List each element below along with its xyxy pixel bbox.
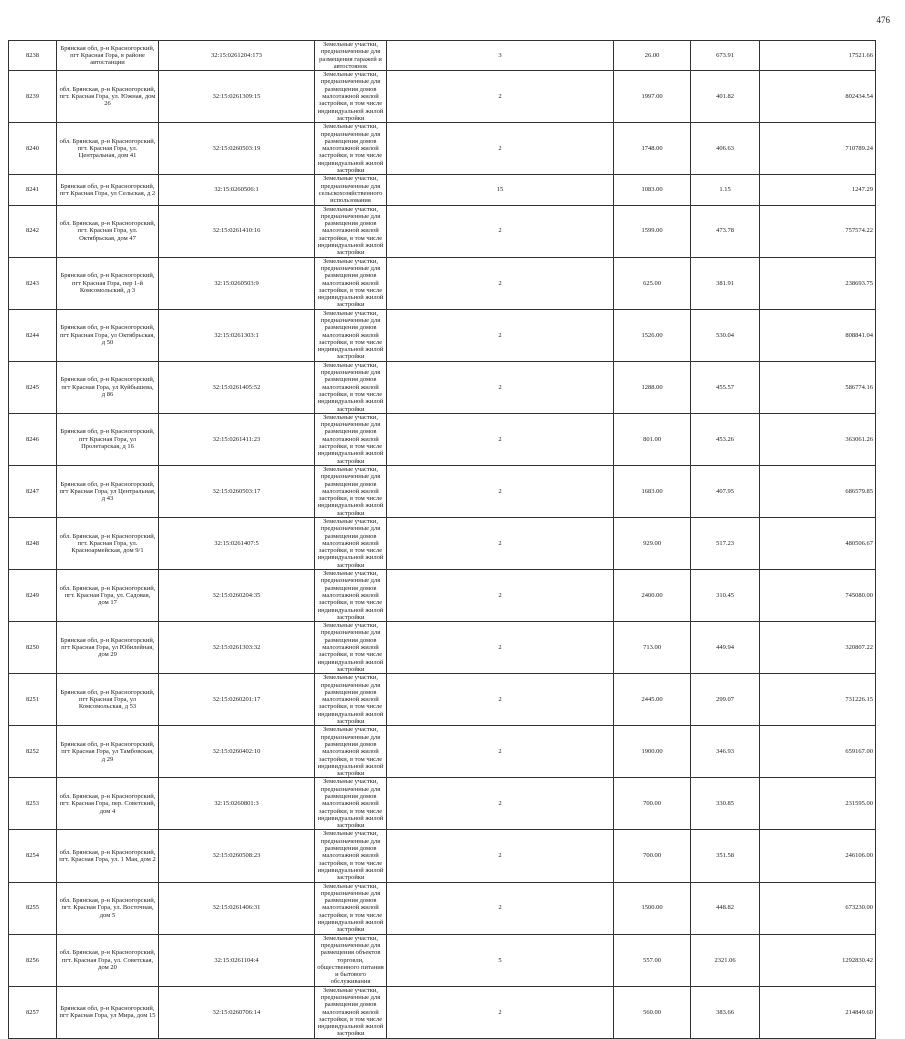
cadastral-number-cell: 32:15:0261407:5 bbox=[159, 518, 315, 570]
address-cell: обл. Брянская, р-н Красногорский, пгт. Красная Гора, ул. Советская, дом 20 bbox=[57, 934, 159, 986]
land-use-cell: Земельные участки, предназначенные для размещения домов малоэтажной жилой застройки, в том числе индивидуальной жилой застройки bbox=[315, 830, 387, 882]
cadastral-number-cell: 32:15:0261104:4 bbox=[159, 934, 315, 986]
specific-value-cell: 453.26 bbox=[691, 413, 760, 465]
specific-value-cell: 517.23 bbox=[691, 518, 760, 570]
cadastral-number-cell: 32:15:0260503:9 bbox=[159, 257, 315, 309]
table-row bbox=[9, 726, 876, 778]
table-row bbox=[9, 934, 876, 986]
table-row bbox=[9, 882, 876, 934]
group-number-cell: 2 bbox=[387, 830, 614, 882]
table-row bbox=[9, 71, 876, 123]
land-use-cell: Земельные участки, предназначенные для размещения домов малоэтажной жилой застройки, в том числе индивидуальной жилой застройки bbox=[315, 71, 387, 123]
address-cell: обл. Брянская, р-н Красногорский, пгт. Красная Гора, ул. Садовая, дом 17 bbox=[57, 570, 159, 622]
specific-value-cell: 449.94 bbox=[691, 622, 760, 674]
area-cell: 1288.00 bbox=[614, 361, 691, 413]
area-cell: 801.00 bbox=[614, 413, 691, 465]
group-number-cell: 2 bbox=[387, 622, 614, 674]
row-number-cell: 8240 bbox=[9, 123, 57, 175]
cadastral-value-cell: 246106.00 bbox=[760, 830, 876, 882]
row-number-cell: 8246 bbox=[9, 413, 57, 465]
cadastral-value-cell: 686579.85 bbox=[760, 465, 876, 517]
address-cell: обл. Брянская, р-н Красногорский, пгт. Красная Гора, ул. Красноармейская, дом 9/1 bbox=[57, 518, 159, 570]
land-use-cell: Земельные участки, предназначенные для размещения домов малоэтажной жилой застройки, в том числе индивидуальной жилой застройки bbox=[315, 622, 387, 674]
cadastral-value-cell: 586774.16 bbox=[760, 361, 876, 413]
cadastral-value-cell: 231595.00 bbox=[760, 778, 876, 830]
cadastral-value-cell: 1292830.42 bbox=[760, 934, 876, 986]
cadastral-value-cell: 1247.29 bbox=[760, 175, 876, 205]
area-cell: 700.00 bbox=[614, 778, 691, 830]
table-row bbox=[9, 778, 876, 830]
row-number-cell: 8244 bbox=[9, 309, 57, 361]
specific-value-cell: 673.91 bbox=[691, 41, 760, 71]
cadastral-value-cell: 757574.22 bbox=[760, 205, 876, 257]
group-number-cell: 5 bbox=[387, 934, 614, 986]
group-number-cell: 2 bbox=[387, 726, 614, 778]
cadastral-number-cell: 32:15:0261204:173 bbox=[159, 41, 315, 71]
table-row bbox=[9, 123, 876, 175]
land-use-cell: Земельные участки, предназначенные для размещения домов малоэтажной жилой застройки, в том числе индивидуальной жилой застройки bbox=[315, 882, 387, 934]
group-number-cell: 2 bbox=[387, 413, 614, 465]
table-row bbox=[9, 830, 876, 882]
cadastral-value-table bbox=[8, 40, 876, 1039]
table-row bbox=[9, 175, 876, 205]
area-cell: 1683.00 bbox=[614, 465, 691, 517]
table-row bbox=[9, 465, 876, 517]
address-cell: Брянская обл, р-н Красногорский, пгт Красная Гора, в районе автостанции bbox=[57, 41, 159, 71]
area-cell: 713.00 bbox=[614, 622, 691, 674]
area-cell: 560.00 bbox=[614, 986, 691, 1038]
group-number-cell: 2 bbox=[387, 570, 614, 622]
land-use-cell: Земельные участки, предназначенные для размещения домов малоэтажной жилой застройки, в том числе индивидуальной жилой застройки bbox=[315, 309, 387, 361]
area-cell: 1500.00 bbox=[614, 882, 691, 934]
group-number-cell: 2 bbox=[387, 465, 614, 517]
area-cell: 2400.00 bbox=[614, 570, 691, 622]
address-cell: Брянская обл, р-н Красногорский, пгт Красная Гора, ул Октябрьская, д 50 bbox=[57, 309, 159, 361]
group-number-cell: 15 bbox=[387, 175, 614, 205]
area-cell: 557.00 bbox=[614, 934, 691, 986]
cadastral-value-cell: 808841.04 bbox=[760, 309, 876, 361]
specific-value-cell: 383.66 bbox=[691, 986, 760, 1038]
cadastral-number-cell: 32:15:0261406:31 bbox=[159, 882, 315, 934]
table-row bbox=[9, 205, 876, 257]
land-use-cell: Земельные участки, предназначенные для размещения домов малоэтажной жилой застройки, в том числе индивидуальной жилой застройки bbox=[315, 518, 387, 570]
cadastral-number-cell: 32:15:0260402:10 bbox=[159, 726, 315, 778]
page-number: 476 bbox=[876, 15, 890, 25]
cadastral-number-cell: 32:15:0260801:3 bbox=[159, 778, 315, 830]
specific-value-cell: 473.78 bbox=[691, 205, 760, 257]
group-number-cell: 2 bbox=[387, 986, 614, 1038]
land-use-cell: Земельные участки, предназначенные для сельскохозяйственного использования bbox=[315, 175, 387, 205]
cadastral-number-cell: 32:15:0260503:19 bbox=[159, 123, 315, 175]
cadastral-number-cell: 32:15:0260506:1 bbox=[159, 175, 315, 205]
specific-value-cell: 351.58 bbox=[691, 830, 760, 882]
area-cell: 625.00 bbox=[614, 257, 691, 309]
group-number-cell: 2 bbox=[387, 361, 614, 413]
table-row bbox=[9, 309, 876, 361]
table-row bbox=[9, 518, 876, 570]
specific-value-cell: 330.85 bbox=[691, 778, 760, 830]
address-cell: обл. Брянская, р-н Красногорский, пгт. Красная Гора, ул. Центральная, дом 41 bbox=[57, 123, 159, 175]
cadastral-value-cell: 802434.54 bbox=[760, 71, 876, 123]
row-number-cell: 8242 bbox=[9, 205, 57, 257]
specific-value-cell: 2321.06 bbox=[691, 934, 760, 986]
group-number-cell: 2 bbox=[387, 205, 614, 257]
row-number-cell: 8243 bbox=[9, 257, 57, 309]
cadastral-value-cell: 745080.00 bbox=[760, 570, 876, 622]
specific-value-cell: 299.07 bbox=[691, 674, 760, 726]
specific-value-cell: 406.63 bbox=[691, 123, 760, 175]
group-number-cell: 2 bbox=[387, 674, 614, 726]
area-cell: 1083.00 bbox=[614, 175, 691, 205]
address-cell: Брянская обл, р-н Красногорский, пгт Красная Гора, ул Сельская, д 2 bbox=[57, 175, 159, 205]
land-use-cell: Земельные участки, предназначенные для размещения домов малоэтажной жилой застройки, в том числе индивидуальной жилой застройки bbox=[315, 986, 387, 1038]
land-use-cell: Земельные участки, предназначенные для размещения домов малоэтажной жилой застройки, в том числе индивидуальной жилой застройки bbox=[315, 726, 387, 778]
table-row bbox=[9, 622, 876, 674]
table-row bbox=[9, 257, 876, 309]
address-cell: Брянская обл, р-н Красногорский, пгт Красная Гора, ул Тамбовская, д 29 bbox=[57, 726, 159, 778]
row-number-cell: 8251 bbox=[9, 674, 57, 726]
row-number-cell: 8249 bbox=[9, 570, 57, 622]
area-cell: 2445.00 bbox=[614, 674, 691, 726]
cadastral-number-cell: 32:15:0260508:23 bbox=[159, 830, 315, 882]
land-use-cell: Земельные участки, предназначенные для размещения домов малоэтажной жилой застройки, в том числе индивидуальной жилой застройки bbox=[315, 257, 387, 309]
cadastral-value-cell: 710789.24 bbox=[760, 123, 876, 175]
row-number-cell: 8239 bbox=[9, 71, 57, 123]
address-cell: Брянская обл, р-н Красногорский, пгт Красная Гора, ул Центральная, д 43 bbox=[57, 465, 159, 517]
land-use-cell: Земельные участки, предназначенные для размещения домов малоэтажной жилой застройки, в том числе индивидуальной жилой застройки bbox=[315, 778, 387, 830]
cadastral-number-cell: 32:15:0260204:35 bbox=[159, 570, 315, 622]
land-use-cell: Земельные участки, предназначенные для размещения домов малоэтажной жилой застройки, в том числе индивидуальной жилой застройки bbox=[315, 570, 387, 622]
cadastral-value-cell: 17521.66 bbox=[760, 41, 876, 71]
group-number-cell: 2 bbox=[387, 518, 614, 570]
address-cell: обл. Брянская, р-н Красногорский, пгт. Красная Гора, ул. 1 Мая, дом 2 bbox=[57, 830, 159, 882]
area-cell: 929.00 bbox=[614, 518, 691, 570]
specific-value-cell: 455.57 bbox=[691, 361, 760, 413]
address-cell: обл. Брянская, р-н Красногорский, пгт. Красная Гора, ул. Октябрьская, дом 47 bbox=[57, 205, 159, 257]
land-use-cell: Земельные участки, предназначенные для размещения гаражей и автостоянок bbox=[315, 41, 387, 71]
land-use-cell: Земельные участки, предназначенные для размещения домов малоэтажной жилой застройки, в том числе индивидуальной жилой застройки bbox=[315, 123, 387, 175]
table-row bbox=[9, 570, 876, 622]
table-row bbox=[9, 986, 876, 1038]
cadastral-value-cell: 673230.00 bbox=[760, 882, 876, 934]
address-cell: Брянская обл, р-н Красногорский, пгт Красная Гора, ул Комсомольская, д 53 bbox=[57, 674, 159, 726]
cadastral-number-cell: 32:15:0261309:15 bbox=[159, 71, 315, 123]
row-number-cell: 8252 bbox=[9, 726, 57, 778]
group-number-cell: 2 bbox=[387, 257, 614, 309]
cadastral-value-cell: 659167.00 bbox=[760, 726, 876, 778]
land-use-cell: Земельные участки, предназначенные для размещения домов малоэтажной жилой застройки, в том числе индивидуальной жилой застройки bbox=[315, 674, 387, 726]
row-number-cell: 8250 bbox=[9, 622, 57, 674]
specific-value-cell: 401.82 bbox=[691, 71, 760, 123]
row-number-cell: 8241 bbox=[9, 175, 57, 205]
specific-value-cell: 310.45 bbox=[691, 570, 760, 622]
land-use-cell: Земельные участки, предназначенные для размещения домов малоэтажной жилой застройки, в том числе индивидуальной жилой застройки bbox=[315, 361, 387, 413]
group-number-cell: 2 bbox=[387, 309, 614, 361]
area-cell: 26.00 bbox=[614, 41, 691, 71]
cadastral-number-cell: 32:15:0261410:16 bbox=[159, 205, 315, 257]
row-number-cell: 8256 bbox=[9, 934, 57, 986]
address-cell: обл. Брянская, р-н Красногорский, пгт. Красная Гора, ул. Южная, дом 26 bbox=[57, 71, 159, 123]
cadastral-number-cell: 32:15:0261303:32 bbox=[159, 622, 315, 674]
specific-value-cell: 381.91 bbox=[691, 257, 760, 309]
table-row bbox=[9, 361, 876, 413]
row-number-cell: 8253 bbox=[9, 778, 57, 830]
group-number-cell: 2 bbox=[387, 882, 614, 934]
land-use-cell: Земельные участки, предназначенные для размещения домов малоэтажной жилой застройки, в том числе индивидуальной жилой застройки bbox=[315, 465, 387, 517]
cadastral-number-cell: 32:15:0260706:14 bbox=[159, 986, 315, 1038]
address-cell: Брянская обл, р-н Красногорский, пгт Красная Гора, ул Куйбышева, д 86 bbox=[57, 361, 159, 413]
specific-value-cell: 1.15 bbox=[691, 175, 760, 205]
cadastral-value-cell: 320807.22 bbox=[760, 622, 876, 674]
area-cell: 1997.00 bbox=[614, 71, 691, 123]
row-number-cell: 8248 bbox=[9, 518, 57, 570]
address-cell: обл. Брянская, р-н Красногорский, пгт. Красная Гора, ул. Восточная, дом 5 bbox=[57, 882, 159, 934]
cadastral-value-cell: 480506.67 bbox=[760, 518, 876, 570]
area-cell: 700.00 bbox=[614, 830, 691, 882]
address-cell: Брянская обл, р-н Красногорский, пгт Красная Гора, пер 1-й Комсомольский, д 3 bbox=[57, 257, 159, 309]
area-cell: 1748.00 bbox=[614, 123, 691, 175]
cadastral-value-cell: 214849.60 bbox=[760, 986, 876, 1038]
address-cell: Брянская обл, р-н Красногорский, пгт Красная Гора, ул Юбилейная, дом 29 bbox=[57, 622, 159, 674]
row-number-cell: 8255 bbox=[9, 882, 57, 934]
cadastral-number-cell: 32:15:0261405:52 bbox=[159, 361, 315, 413]
group-number-cell: 2 bbox=[387, 778, 614, 830]
cadastral-number-cell: 32:15:0260201:17 bbox=[159, 674, 315, 726]
row-number-cell: 8247 bbox=[9, 465, 57, 517]
cadastral-number-cell: 32:15:0260503:17 bbox=[159, 465, 315, 517]
land-use-cell: Земельные участки, предназначенные для размещения домов малоэтажной жилой застройки, в том числе индивидуальной жилой застройки bbox=[315, 413, 387, 465]
row-number-cell: 8257 bbox=[9, 986, 57, 1038]
table-row bbox=[9, 674, 876, 726]
row-number-cell: 8238 bbox=[9, 41, 57, 71]
specific-value-cell: 407.95 bbox=[691, 465, 760, 517]
row-number-cell: 8245 bbox=[9, 361, 57, 413]
cadastral-value-cell: 731226.15 bbox=[760, 674, 876, 726]
address-cell: обл. Брянская, р-н Красногорский, пгт. Красная Гора, пер. Советский, дом 4 bbox=[57, 778, 159, 830]
cadastral-value-cell: 363061.26 bbox=[760, 413, 876, 465]
specific-value-cell: 448.82 bbox=[691, 882, 760, 934]
table-row bbox=[9, 41, 876, 71]
group-number-cell: 2 bbox=[387, 71, 614, 123]
cadastral-value-cell: 238693.75 bbox=[760, 257, 876, 309]
table-row bbox=[9, 413, 876, 465]
area-cell: 1599.00 bbox=[614, 205, 691, 257]
row-number-cell: 8254 bbox=[9, 830, 57, 882]
group-number-cell: 3 bbox=[387, 41, 614, 71]
land-use-cell: Земельные участки, предназначенные для размещения объектов торговли, общественного питания и бытового обслуживания bbox=[315, 934, 387, 986]
address-cell: Брянская обл, р-н Красногорский, пгт Красная Гора, ул Мира, дом 15 bbox=[57, 986, 159, 1038]
group-number-cell: 2 bbox=[387, 123, 614, 175]
address-cell: Брянская обл, р-н Красногорский, пгт Красная Гора, ул Пролетарская, д 16 bbox=[57, 413, 159, 465]
land-use-cell: Земельные участки, предназначенные для размещения домов малоэтажной жилой застройки, в том числе индивидуальной жилой застройки bbox=[315, 205, 387, 257]
area-cell: 1526.00 bbox=[614, 309, 691, 361]
specific-value-cell: 346.93 bbox=[691, 726, 760, 778]
cadastral-number-cell: 32:15:0261411:23 bbox=[159, 413, 315, 465]
cadastral-number-cell: 32:15:0261303:1 bbox=[159, 309, 315, 361]
area-cell: 1900.00 bbox=[614, 726, 691, 778]
specific-value-cell: 530.04 bbox=[691, 309, 760, 361]
